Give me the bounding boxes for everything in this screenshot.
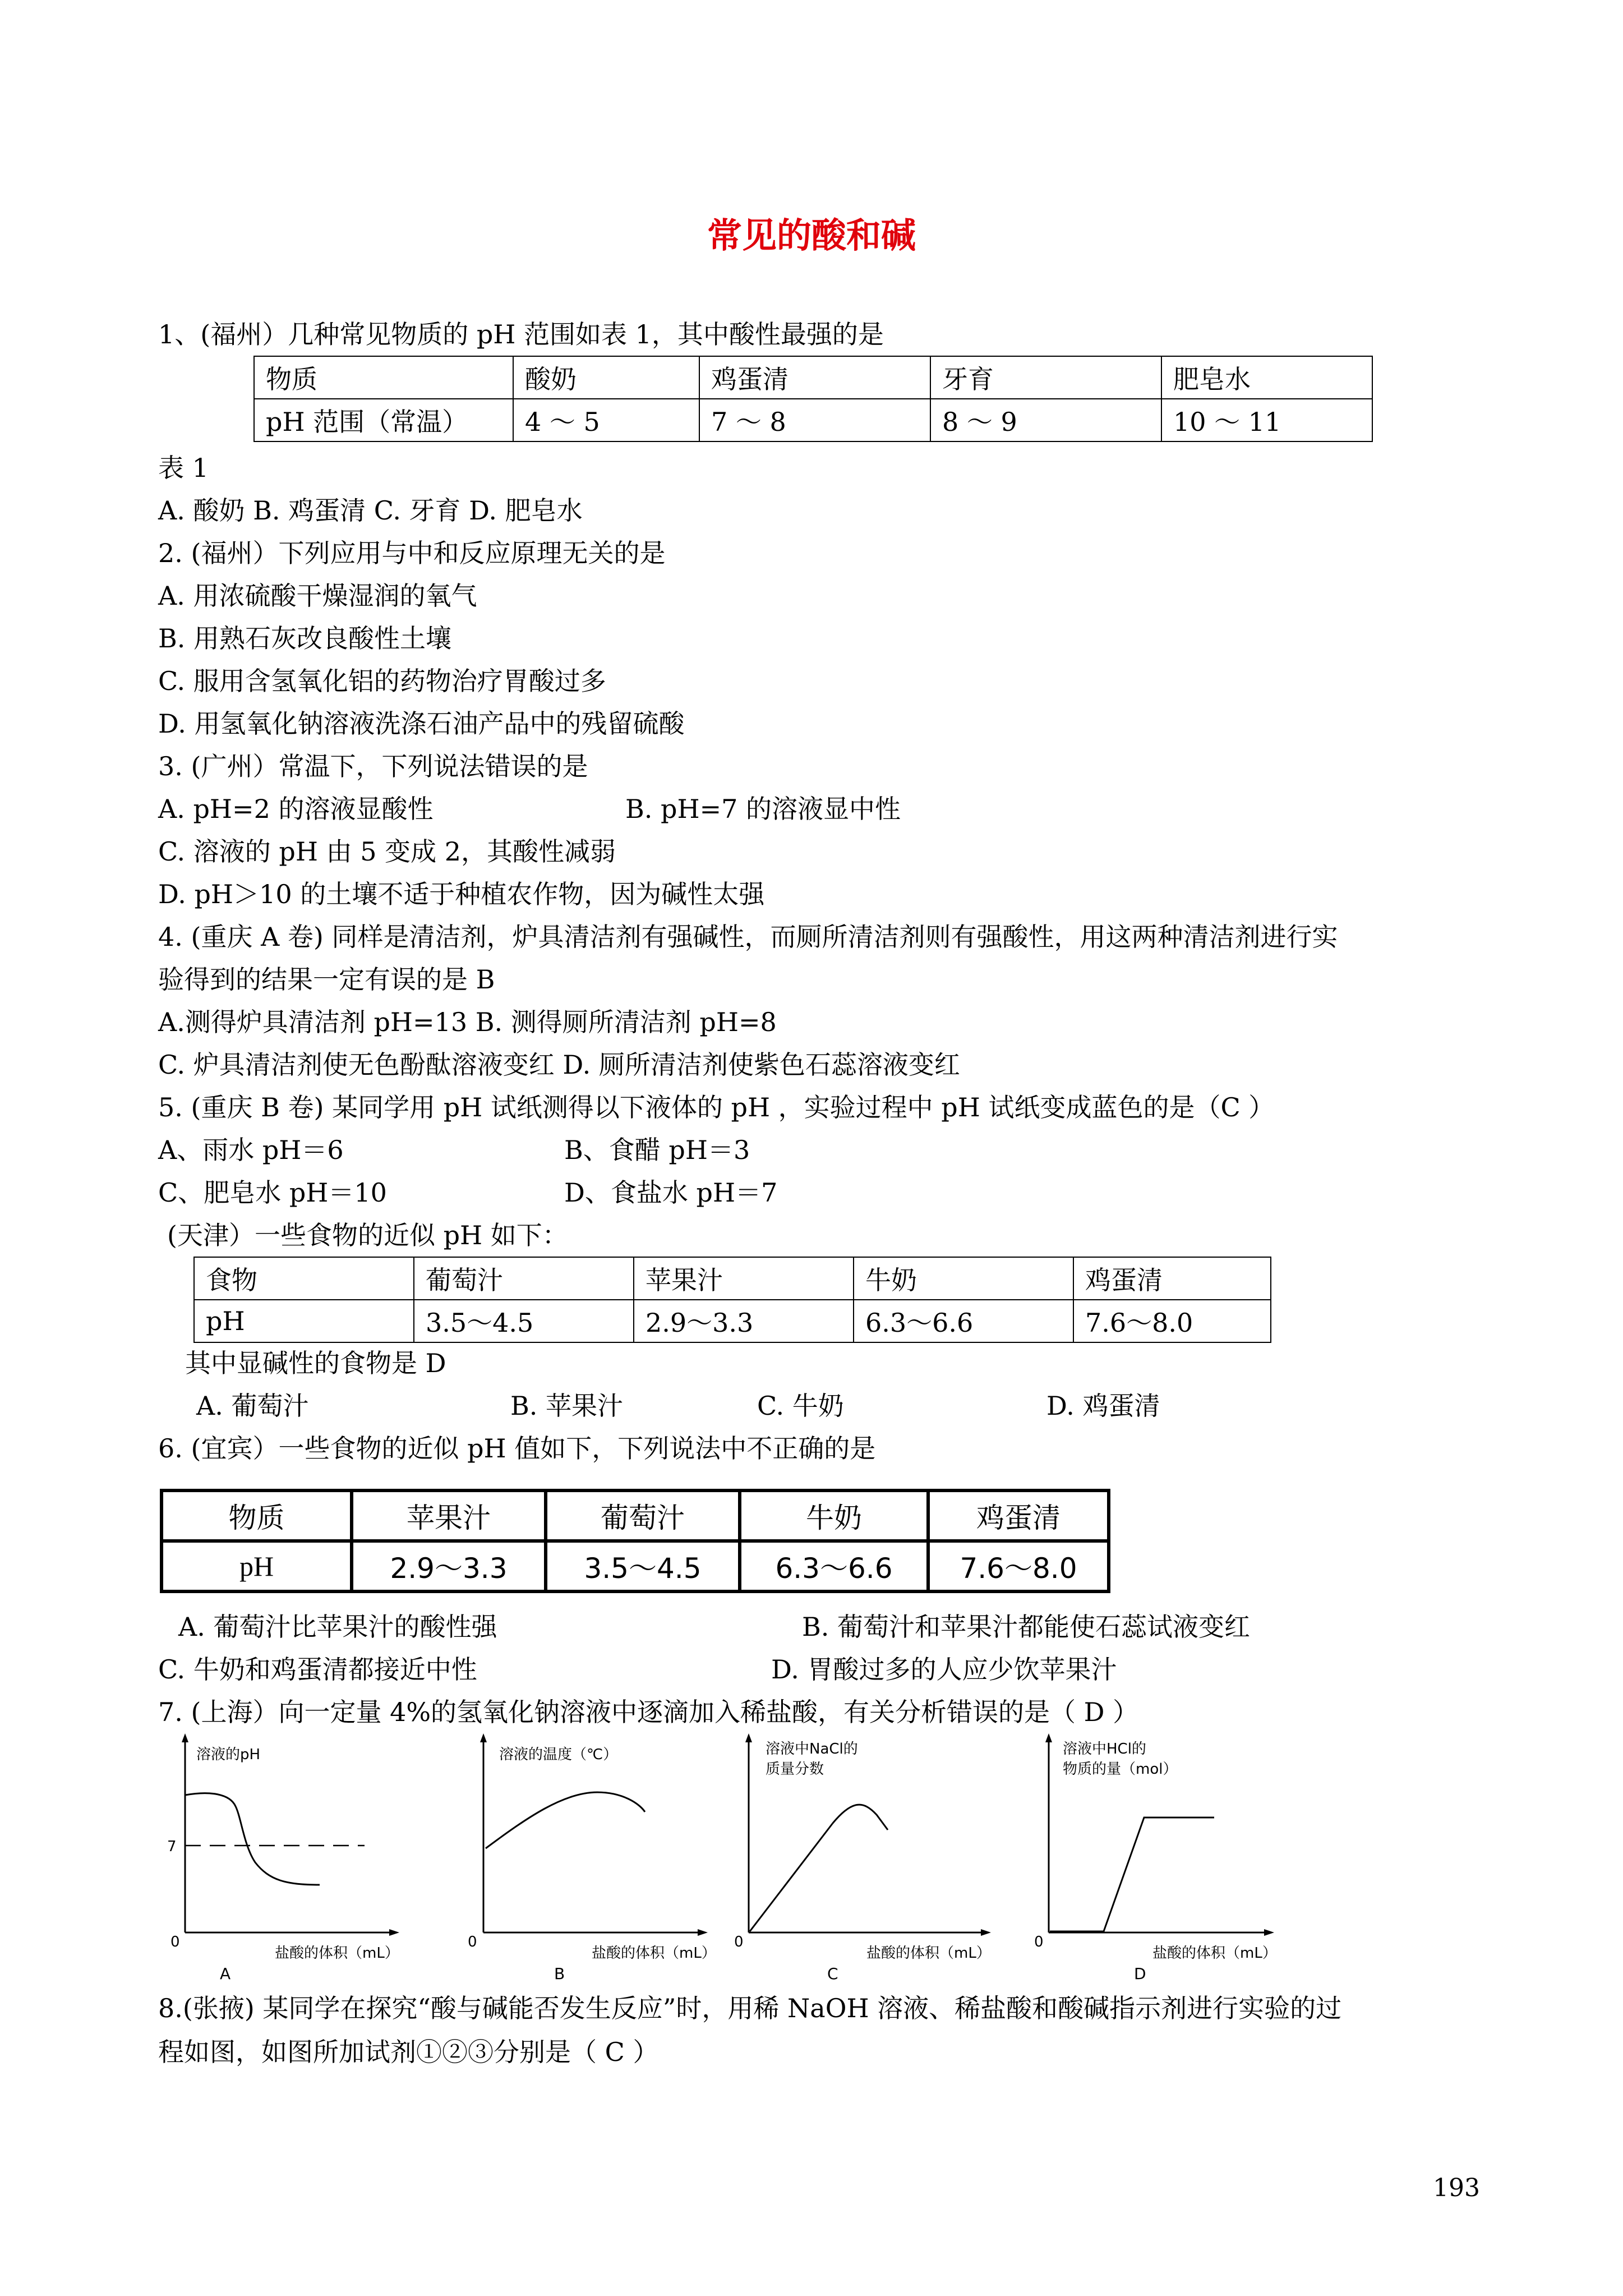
tj-option-a: A. 葡萄汁 [196,1391,309,1421]
graph-a-ytick: 7 [167,1838,177,1855]
tj-option-c: C. 牛奶 [757,1391,844,1421]
table-cell: 2.9～3.3 [352,1541,546,1591]
table-cell: 葡萄汁 [546,1490,740,1541]
q2-option-b: B. 用熟石灰改良酸性土壤 [158,623,452,654]
graph-c-origin: 0 [734,1934,744,1950]
table-cell: 3.5～4.5 [546,1541,740,1591]
table-cell: 鸡蛋清 [928,1490,1109,1541]
q5-option-c: C、肥皂水 pH＝10 [158,1177,387,1208]
q4-stem-line2: 验得到的结果一定有误的是 B [158,964,495,995]
graph-d-xlabel: 盐酸的体积（mL） [1152,1945,1277,1962]
tj-option-d: D. 鸡蛋清 [1046,1391,1160,1421]
q6-option-c: C. 牛奶和鸡蛋清都接近中性 [158,1654,477,1685]
table-cell: 7.6～8.0 [928,1541,1109,1591]
table-cell: 葡萄汁 [414,1257,634,1300]
table-cell: 10 ～ 11 [1161,399,1372,441]
graph-a-origin: 0 [170,1934,180,1950]
q2-stem: 2. (福州）下列应用与中和反应原理无关的是 [158,538,666,568]
table-cell: 苹果汁 [634,1257,854,1300]
graph-b-origin: 0 [468,1934,477,1950]
q6-option-d: D. 胃酸过多的人应少饮苹果汁 [771,1654,1117,1685]
table-cell: 酸奶 [513,356,699,399]
table-cell: 鸡蛋清 [699,356,930,399]
table-cell: 牙育 [930,356,1161,399]
q2-option-a: A. 用浓硫酸干燥湿润的氧气 [158,581,477,611]
q5-stem: 5. (重庆 B 卷) 某同学用 pH 试纸测得以下液体的 pH ，实验过程中 pH 试纸变成蓝色的是（C ） [158,1092,1275,1122]
tj-stem: (天津）一些食物的近似 pH 如下： [167,1220,568,1250]
graph-b [460,1733,723,1980]
q5-option-a: A、雨水 pH＝6 [158,1135,344,1165]
graph-a-ylabel: 溶液的pH [196,1746,261,1763]
q1-caption: 表 1 [158,453,209,483]
q4-options-cd: C. 炉具清洁剂使无色酚酞溶液变红 D. 厕所清洁剂使紫色石蕊溶液变红 [158,1050,960,1080]
q5-option-b: B、食醋 pH＝3 [564,1135,750,1165]
page-title: 常见的酸和碱 [707,215,916,256]
table-cell: 牛奶 [740,1490,928,1541]
graph-a-xlabel: 盐酸的体积（mL） [275,1945,399,1962]
graph-d-origin: 0 [1034,1934,1044,1950]
graph-c-ylabel-line2: 质量分数 [766,1761,824,1778]
q3-stem: 3. (广州）常温下，下列说法错误的是 [158,751,588,781]
q6-table-image [160,1489,1110,1593]
q3-option-b: B. pH=7 的溶液显中性 [625,794,901,824]
q4-stem-line1: 4. (重庆 A 卷) 同样是清洁剂，炉具清洁剂有强碱性，而厕所清洁剂则有强酸性，用这两种清洁剂进行实 [158,922,1338,952]
graph-b-letter: B [554,1964,565,1980]
table-cell: pH [162,1541,352,1591]
graph-c-ylabel-line1: 溶液中NaCl的 [766,1741,858,1757]
table-cell: 4 ～ 5 [513,399,699,441]
table-cell: pH 范围（常温） [254,399,513,441]
table-cell: 8 ～ 9 [930,399,1161,441]
tj-question: 其中显碱性的食物是 D [185,1348,446,1378]
table-cell: 物质 [162,1490,352,1541]
table-cell: 牛奶 [854,1257,1073,1300]
graph-c-letter: C [827,1964,838,1980]
q3-option-a: A. pH=2 的溶液显酸性 [158,794,434,824]
graph-d [1032,1733,1290,1980]
q3-option-c: C. 溶液的 pH 由 5 变成 2，其酸性减弱 [158,836,616,867]
q5-option-d: D、食盐水 pH＝7 [564,1177,778,1208]
table-cell: 3.5～4.5 [414,1300,634,1342]
table-cell: 苹果汁 [352,1490,546,1541]
page-number: 193 [1433,2174,1480,2202]
graph-b-ylabel: 溶液的温度（℃） [499,1746,618,1763]
q6-option-a: A. 葡萄汁比苹果汁的酸性强 [178,1612,497,1642]
table-cell: 食物 [194,1257,414,1300]
table-cell: 7.6～8.0 [1073,1300,1271,1342]
table-cell: 6.3～6.6 [854,1300,1073,1342]
table-cell: 物质 [254,356,513,399]
table-cell: 6.3～6.6 [740,1541,928,1591]
graph-b-xlabel: 盐酸的体积（mL） [592,1945,716,1962]
table-cell: pH [194,1300,414,1342]
graph-a [157,1733,426,1980]
table-cell: 鸡蛋清 [1073,1257,1271,1300]
graph-d-ylabel-line2: 物质的量（mol） [1063,1761,1178,1778]
table-cell: 7 ～ 8 [699,399,930,441]
q3-option-d: D. pH＞10 的土壤不适于种植农作物，因为碱性太强 [158,879,765,909]
graph-c-xlabel: 盐酸的体积（mL） [866,1945,991,1962]
q6-option-b: B. 葡萄汁和苹果汁都能使石蕊试液变红 [802,1612,1251,1642]
tj-option-b: B. 苹果汁 [510,1391,624,1421]
q4-options-ab: A.测得炉具清洁剂 pH=13 B. 测得厕所清洁剂 pH=8 [158,1007,777,1037]
table-cell: 2.9～3.3 [634,1300,854,1342]
tj-table [193,1257,1271,1343]
q7-stem: 7. (上海）向一定量 4%的氢氧化钠溶液中逐滴加入稀盐酸，有关分析错误的是（ D ） [158,1697,1139,1727]
q8-stem-line1: 8.(张掖) 某同学在探究“酸与碱能否发生反应”时，用稀 NaOH 溶液、稀盐酸和酸碱指示剂进行实验的过 [158,1993,1342,2023]
q2-option-c: C. 服用含氢氧化铝的药物治疗胃酸过多 [158,666,606,696]
table-cell: 肥皂水 [1161,356,1372,399]
q8-stem-line2: 程如图，如图所加试剂①②③分别是（ C ） [158,2037,659,2067]
graph-a-letter: A [220,1964,231,1980]
q6-stem: 6. (宜宾）一些食物的近似 pH 值如下，下列说法中不正确的是 [158,1433,876,1464]
q1-options: A. 酸奶 B. 鸡蛋清 C. 牙育 D. 肥皂水 [158,495,583,526]
q1-table [253,356,1373,442]
graph-d-letter: D [1134,1964,1146,1980]
q2-option-d: D. 用氢氧化钠溶液洗涤石油产品中的残留硫酸 [158,708,685,739]
graph-d-ylabel-line1: 溶液中HCl的 [1063,1741,1146,1757]
q1-stem: 1、(福州）几种常见物质的 pH 范围如表 1，其中酸性最强的是 [158,319,884,349]
graph-c [732,1733,1012,1980]
